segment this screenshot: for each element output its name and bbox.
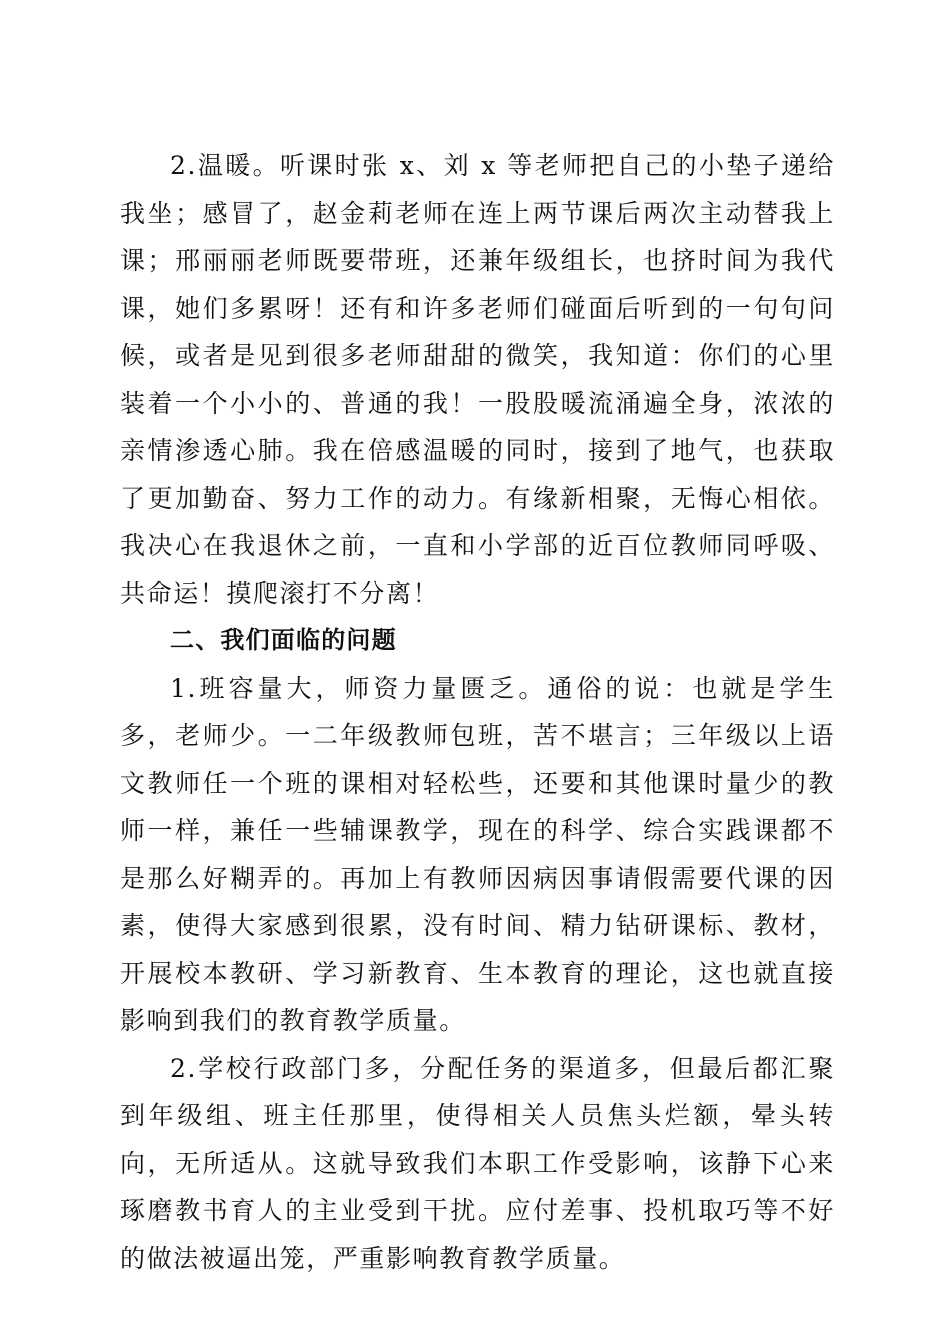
paragraph-admin-departments: 2.学校行政部门多，分配任务的渠道多，但最后都汇聚到年级组、班主任那里，使得相关人员焦头烂额，晕头转向，无所适从。这就导致我们本职工作受影响，该静下心来琢磨教书育人的主业受到干扰。应付差事、投机取巧等不好的做法被逼出笼，严重影响教育教学质量。 (120, 1053, 835, 1273)
paragraph-class-size: 1.班容量大，师资力量匮乏。通俗的说：也就是学生多，老师少。一二年级教师包班，苦不堪言；三年级以上语文教师任一个班的课相对轻松些，还要和其他课时量少的教师一样，兼任一些辅课教学，现在的科学、综合实践课都不是那么好糊弄的。再加上有教师因病因事请假需要代课的因素，使得大家感到很累，没有时间、精力钻研课标、教材，开展校本教研、学习新教育、生本教育的理论，这也就直接影响到我们的教育教学质量。 (120, 673, 835, 1035)
paragraph-warmth: 2.温暖。听课时张 x、刘 x 等老师把自己的小垫子递给我坐；感冒了，赵金莉老师在连上两节课后两次主动替我上课；邢丽丽老师既要带班，还兼年级组长，也挤时间为我代课，她们多累呀！还有和许多老师们碰面后听到的一句句问候，或者是见到很多老师甜甜的微笑，我知道：你们的心里装着一个小小的、普通的我！一股股暖流涌遍全身，浓浓的亲情渗透心肺。我在倍感温暖的同时，接到了地气，也获取了更加勤奋、努力工作的动力。有缘新相聚，无悔心相依。我决心在我退休之前，一直和小学部的近百位教师同呼吸、共命运！摸爬滚打不分离！ (120, 151, 835, 608)
document-body (120, 142, 835, 1282)
section-heading-problems: 二、我们面临的问题 (170, 626, 397, 654)
